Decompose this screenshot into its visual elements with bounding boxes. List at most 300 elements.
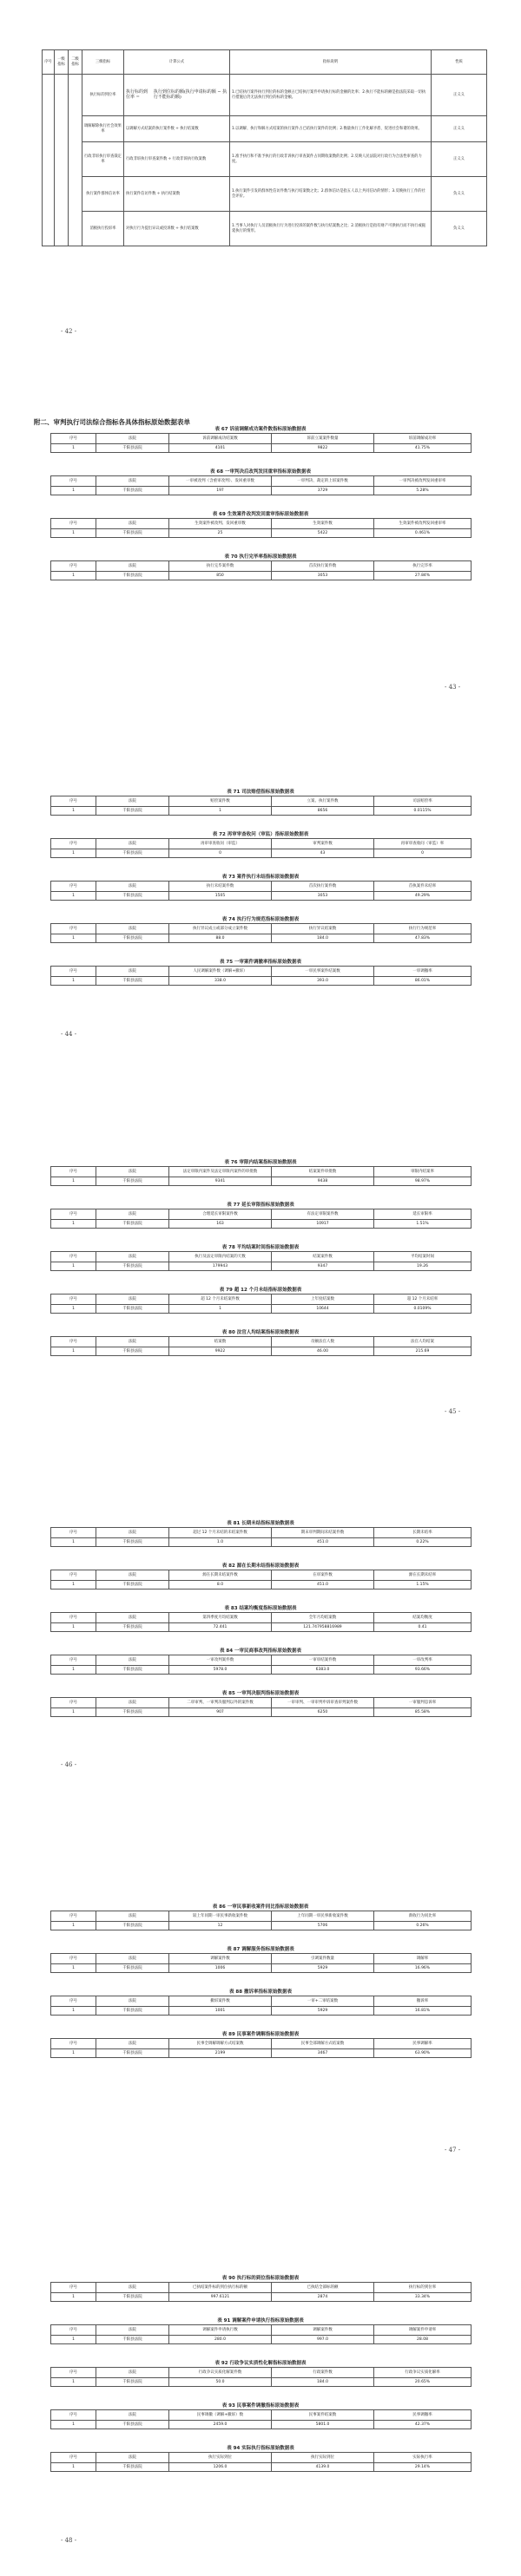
table-title: 表 75 一审案件调撤率指标原始数据表 [220, 960, 301, 965]
column-header: 序号 [51, 924, 96, 934]
data-table [50, 1953, 472, 1973]
table-row [51, 1305, 472, 1314]
column-header: 执行及法定审限内结案的天数 [169, 1252, 272, 1262]
column-header: 法院 [96, 2453, 169, 2463]
table-cell: 1 [51, 1538, 96, 1547]
table-cell: 1.51% [374, 1220, 472, 1229]
table-row [51, 849, 472, 858]
column-header: 调解率 [374, 1954, 472, 1964]
table-title: 表 87 调解服务指标原始数据表 [227, 1947, 294, 1952]
column-header: 实际执行率 [374, 2453, 472, 2463]
table-cell: 98.97% [374, 1177, 472, 1186]
column-header: 立案、执行案件数 [272, 796, 374, 807]
column-header: 诉前调解成功结案数 [169, 434, 272, 444]
table-cell: 千阳县法院 [96, 2421, 169, 2429]
table-title: 表 84 一审民商事改判指标原始数据表 [220, 1649, 301, 1654]
table-header-row [51, 2039, 472, 2049]
column-header: 法院 [96, 1698, 169, 1708]
table-cell: 1 [51, 1922, 96, 1930]
column-header: 行政争议实质化解案件数 [169, 2368, 272, 2378]
data-table [50, 1527, 472, 1547]
column-header: 民事全调解调解方式结案数 [169, 2039, 272, 2049]
table-cell: 47.83% [374, 934, 472, 943]
column-header: 超 12 个月未结率 [374, 1295, 472, 1305]
table-title: 表 81 长期未结指标原始数据表 [227, 1521, 294, 1526]
table-cell: 1 [51, 2007, 96, 2016]
column-header: 撤诉案件数 [169, 1996, 272, 2007]
description-cell: 1.已结执行案件执行到位的标的金额占已结执行案件申请执行标的金额的比率；2.执行不能标的额是指法院采取一切执行措施后仍无法执行到位的标的金额。 [230, 75, 432, 116]
column-header: 法院 [96, 1996, 169, 2007]
data-table [50, 518, 472, 538]
table-header-row [51, 1295, 472, 1305]
page-number: - 47 - [445, 2147, 461, 2153]
table-cell: 1 [51, 2378, 96, 2387]
table-row [51, 1581, 472, 1590]
table-cell: 179943 [169, 1262, 272, 1271]
table-header-row [51, 2368, 472, 2378]
table-header-row [51, 839, 472, 849]
table-cell: 5801.0 [272, 2421, 374, 2429]
table-title: 表 93 民事案件调撤指标原始数据表 [221, 2403, 300, 2409]
table-cell: 27.84% [374, 572, 472, 580]
column-header: 调解案件数 [272, 2325, 374, 2336]
column-header: 调解案件数 [169, 1954, 272, 1964]
column-header: 法院 [96, 1954, 169, 1964]
table-cell: 1 [51, 1708, 96, 1717]
column-header: 有法定审限案件数 [272, 1209, 374, 1220]
data-table [50, 433, 472, 453]
table-cell: 千阳县法院 [96, 2007, 169, 2016]
column-header: 执行标的到位率 [374, 2283, 472, 2293]
formula-cell: 执行案件信访件数 ÷ 执行结案数 [124, 177, 230, 212]
column-header: 序号 [51, 1655, 96, 1666]
column-header: 法院 [96, 1570, 169, 1581]
table-cell: 5978.0 [169, 1666, 272, 1675]
column-header: 序号 [51, 2368, 96, 2378]
column-header: 超过 12 个月未结的未结案件数 [169, 1528, 272, 1538]
table-cell: 184.0 [272, 934, 374, 943]
table-cell: 8656 [272, 807, 374, 816]
table-cell: 3467 [272, 2049, 374, 2058]
level1-cell [55, 75, 69, 246]
column-header: 赔偿案件数 [169, 796, 272, 807]
table-header-row [51, 2283, 472, 2293]
column-header: 序号 [51, 882, 96, 892]
table-cell: 0 [169, 849, 272, 858]
column-header: 行政案件数 [272, 2368, 374, 2378]
column-header: 序号 [51, 2325, 96, 2336]
table-header-row [51, 1167, 472, 1177]
table-header-row [51, 2453, 472, 2463]
table-cell: 1 [51, 1262, 96, 1271]
page-number: - 44 - [61, 1031, 77, 1038]
table-cell: 0.461% [374, 529, 472, 538]
indicator-name: 消极执行投诉率 [82, 212, 124, 246]
header-cell: 性质 [432, 50, 487, 75]
table-cell: 千阳县法院 [96, 807, 169, 816]
table-cell: 1 [51, 1347, 96, 1356]
column-header: 司法赔偿率 [374, 796, 472, 807]
table-cell: 1 [51, 807, 96, 816]
column-header: 执行实际到位 [169, 2453, 272, 2463]
table-cell: 1 [51, 1666, 96, 1675]
column-header: 审限内结案率 [374, 1167, 472, 1177]
description-cell: 1.执行案件引发的群体性信访件数与执行结案数之比；2.群体信访是指五人以上共同信访的情形；3.反映执行工作的社会评价。 [230, 177, 432, 212]
data-table [50, 1697, 472, 1717]
column-header: 法院 [96, 1295, 169, 1305]
column-header: 一审被改判（含重审改判）、发回重审数 [169, 476, 272, 487]
data-table [50, 2038, 472, 2058]
table-cell: 12 [169, 1922, 272, 1930]
table-cell: 1 [51, 2336, 96, 2344]
table-header-row [51, 476, 472, 487]
column-header: 序号 [51, 2283, 96, 2293]
column-header: 法院 [96, 2410, 169, 2421]
column-header: 法院 [96, 2283, 169, 2293]
column-header: 法院 [96, 796, 169, 807]
table-cell: 1 [51, 1220, 96, 1229]
table-row [51, 1347, 472, 1356]
column-header: 法院 [96, 519, 169, 529]
table-title: 表 73 案件执行未结指标原始数据表 [221, 875, 300, 880]
table-title: 表 74 执行行为规范指标原始数据表 [221, 917, 300, 922]
table-row [51, 1964, 472, 1973]
table-row [51, 1538, 472, 1547]
nature-cell: 正义义 [432, 142, 487, 177]
table-cell: 393.0 [272, 977, 374, 986]
table-header-row [51, 924, 472, 934]
column-header: 诉前立案案件数量 [272, 434, 374, 444]
table-cell: 1 [51, 1964, 96, 1973]
table-title: 表 82 源在长期未结指标原始数据表 [221, 1563, 300, 1569]
table-cell: 千阳县法院 [96, 1581, 169, 1590]
formula-cell: 对执行行为提出异议或投诉数 ÷ 执行结案数 [124, 212, 230, 246]
table-title: 表 85 一审判决服判指标原始数据表 [221, 1691, 300, 1696]
description-cell: 1.以调解、执行和解方式结案的执行案件占已结执行案件的比例；2.衡量执行工作化解矛盾、促进社会和谐的效果。 [230, 116, 432, 142]
table-cell: 千阳县法院 [96, 977, 169, 986]
column-header: 首次执行案件数 [272, 561, 374, 572]
table-cell: 1 [169, 1305, 272, 1314]
column-header: 法院 [96, 1209, 169, 1220]
column-header: 法院 [96, 2325, 169, 2336]
table-cell: 千阳县法院 [96, 1623, 169, 1632]
table-cell: 千阳县法院 [96, 2293, 169, 2302]
table-title: 表 89 民事案件调解指标原始数据表 [221, 2032, 300, 2037]
description-cell: 1.当事人对执行人员消极执行行为进行投诉的案件数与执行结案数之比；2.消极执行是指有财产可供执行而不执行或拖延执行的情形。 [230, 212, 432, 246]
column-header: 生效案件被改判发回重审率 [374, 519, 472, 529]
table-cell: 3729 [272, 487, 374, 495]
data-table [50, 1996, 472, 2016]
data-table [50, 838, 472, 858]
column-header: 民事全部调解方式结案数 [272, 2039, 374, 2049]
table-cell: 1 [51, 1177, 96, 1186]
table-header-row [51, 796, 472, 807]
column-header: 合理延长审限案件数 [169, 1209, 272, 1220]
table-row [51, 2293, 472, 2302]
data-table [50, 2409, 472, 2429]
page-number: - 46 - [61, 1761, 77, 1768]
table-cell: 3053 [272, 572, 374, 580]
table-cell: 4139.0 [272, 2463, 374, 2472]
table-cell: 6383.0 [272, 1666, 374, 1675]
table-title: 表 72 再审审查收问（审监）指标原始数据表 [212, 832, 309, 837]
description-cell: 1.准予执行和不准予执行的行政非诉执行审查案件占同期收案数的比例；2.反映人民法院对行政行为合法性审查的力度。 [230, 142, 432, 177]
column-header: 序号 [51, 1337, 96, 1347]
column-header: 法院 [96, 1337, 169, 1347]
table-cell: 千阳县法院 [96, 2463, 169, 2472]
column-header: 序号 [51, 1698, 96, 1708]
table-cell: 1206.0 [169, 2463, 272, 2472]
table-cell: 0.0115% [374, 807, 472, 816]
column-header: 再审审查收问（审监）率 [374, 839, 472, 849]
column-header: 引调案件数量 [272, 1954, 374, 1964]
column-header: 已执结案件标的到位执行标的额 [169, 2283, 272, 2293]
table-cell: 千阳县法院 [96, 572, 169, 580]
column-header: 执行行为规范率 [374, 924, 472, 934]
column-header: 首次执行案件数 [272, 882, 374, 892]
table-cell: 4101 [169, 444, 272, 453]
data-table [50, 1166, 472, 1186]
data-table [50, 881, 472, 901]
table-cell: 2874 [272, 2293, 374, 2302]
column-header: 执行未结案件数 [169, 882, 272, 892]
table-cell: 千阳县法院 [96, 1220, 169, 1229]
table-title: 表 92 行政争议实质性化解指标原始数据表 [214, 2361, 307, 2366]
column-header: 法院 [96, 1613, 169, 1623]
table-cell: 997.0 [272, 2336, 374, 2344]
data-table [50, 2324, 472, 2344]
table-header-row [51, 1570, 472, 1581]
column-header: 民事调解率 [374, 2039, 472, 2049]
column-header: 民事案件结案数 [272, 2410, 374, 2421]
nature-cell: 负义义 [432, 212, 487, 246]
column-header: 序号 [51, 1528, 96, 1538]
index-cell [43, 75, 55, 246]
table-cell: 9438 [272, 1177, 374, 1186]
table-cell: 千阳县法院 [96, 849, 169, 858]
column-header: 法官人均结案 [374, 1337, 472, 1347]
table-row [51, 1220, 472, 1229]
nature-cell: 正义义 [432, 75, 487, 116]
column-header: 序号 [51, 1167, 96, 1177]
column-header: 人民调解案件数（调解+撤诉） [169, 967, 272, 977]
table-cell: 1 [51, 1581, 96, 1590]
table-cell: 千阳县法院 [96, 1347, 169, 1356]
table-row [51, 1922, 472, 1930]
table-row [51, 529, 472, 538]
column-header: 超 12 个月未结案件数 [169, 1295, 272, 1305]
column-header: 生效案件被改判、发回重审数 [169, 519, 272, 529]
indicator-name: 执行案件群体信访率 [82, 177, 124, 212]
column-header: 在审案件数 [272, 1570, 374, 1581]
table-cell: 0.0109% [374, 1305, 472, 1314]
table-cell: 1 [169, 807, 272, 816]
table-header-row [51, 519, 472, 529]
table-cell: 5929 [272, 1964, 374, 1973]
column-header: 调解案件申请率 [374, 2325, 472, 2336]
column-header: 法院 [96, 882, 169, 892]
column-header: 首执案件未结率 [374, 882, 472, 892]
table-cell: 197 [169, 487, 272, 495]
data-table [50, 1911, 472, 1930]
table-cell: 10644 [272, 1305, 374, 1314]
data-table [50, 796, 472, 816]
column-header: 撤诉率 [374, 1996, 472, 2007]
data-table [50, 2367, 472, 2387]
data-table [50, 1570, 472, 1590]
table-cell: 1 [51, 529, 96, 538]
table-title: 表 69 生效案件改判发回重审指标原始数据表 [212, 512, 309, 517]
column-header: 二审审判、一审判决服判以外的案件数 [169, 1698, 272, 1708]
table-row [51, 2007, 472, 2016]
table-cell: 451.0 [272, 1538, 374, 1547]
table-title: 表 67 诉前调解成功案件数指标原始数据表 [214, 427, 307, 432]
column-header: 一审服判息诉率 [374, 1698, 472, 1708]
table-row [51, 444, 472, 453]
table-cell: 1 [51, 2293, 96, 2302]
column-header: 序号 [51, 2453, 96, 2463]
page-number: - 43 - [445, 684, 461, 691]
table-cell: 25 [169, 529, 272, 538]
table-cell: 5422 [272, 529, 374, 538]
page-number: - 42 - [61, 328, 77, 335]
table-cell: 1 [51, 2421, 96, 2429]
table-cell: 907 [169, 1708, 272, 1717]
data-table [50, 2282, 472, 2302]
column-header: 法院 [96, 924, 169, 934]
table-header-row [51, 561, 472, 572]
formula-cell: 以调解方式结案的执行案件数 ÷ 执行结案数 [124, 116, 230, 142]
table-cell: 49.29% [374, 892, 472, 901]
table-header-row [51, 2325, 472, 2336]
table-cell: 16.81% [374, 2007, 472, 2016]
table-cell: 0.41 [374, 1623, 472, 1632]
column-header: 结案均衡度 [374, 1613, 472, 1623]
data-table [50, 966, 472, 986]
table-row [51, 2049, 472, 2058]
column-header: 一审审判、一审审判申诉审查审判案件数 [272, 1698, 374, 1708]
table-cell: 0.22% [374, 1538, 472, 1547]
table-header-row [51, 2410, 472, 2421]
column-header: 执行完毕案件数 [169, 561, 272, 572]
table-cell: 1 [51, 572, 96, 580]
table-row [51, 1623, 472, 1632]
table-cell: 千阳县法院 [96, 1922, 169, 1930]
data-table [50, 1612, 472, 1632]
table-cell: 1 [51, 487, 96, 495]
table-cell: 1 [51, 849, 96, 858]
table-cell: 5929 [272, 2007, 374, 2016]
table-title: 表 91 调解案件申请执行指标原始数据表 [217, 2318, 304, 2324]
table-cell: 46.00 [272, 1347, 374, 1356]
column-header: 源在长期未结率 [374, 1570, 472, 1581]
column-header: 序号 [51, 1570, 96, 1581]
column-header: 延长审限率 [374, 1209, 472, 1220]
column-header: 一审改判率 [374, 1655, 472, 1666]
table-cell: 997.6121 [169, 2293, 272, 2302]
table-cell: 29.14% [374, 2463, 472, 2472]
column-header: 已执结全部标的额 [272, 2283, 374, 2293]
column-header: 结案案件审批数 [272, 1167, 374, 1177]
table-row [51, 1262, 472, 1271]
table-cell: 千阳县法院 [96, 1538, 169, 1547]
data-table [50, 923, 472, 943]
table-cell: 1 [51, 1623, 96, 1632]
header-cell: 二级指标 [69, 50, 82, 75]
column-header: 一审判决、裁定的上诉案件数 [272, 476, 374, 487]
data-table [50, 1655, 472, 1675]
table-cell: 千阳县法院 [96, 2049, 169, 2058]
table-cell: 451.0 [272, 1581, 374, 1590]
indicator-name: 执行标的到位率 [82, 75, 124, 116]
column-header: 新收行为同比率 [374, 1911, 472, 1922]
table-title: 表 76 审限内结案指标原始数据表 [224, 1160, 297, 1165]
column-header: 法定审限内案件及法定审限内案件的审批数 [169, 1167, 272, 1177]
formula-cell: 行政非诉执行审查案件数 ÷ 行政非诉执行收案数 [124, 142, 230, 177]
column-header: 民事调撤率 [374, 2410, 472, 2421]
column-header: 序号 [51, 1613, 96, 1623]
column-header: 一审民事案件结案数 [272, 967, 374, 977]
table-cell: 72.441 [169, 1623, 272, 1632]
table-cell: 0.26% [374, 1922, 472, 1930]
table-cell: 千阳县法院 [96, 1262, 169, 1271]
table-cell: 1006 [169, 1964, 272, 1973]
column-header: 上年度结案数 [272, 1295, 374, 1305]
table-header-row [51, 434, 472, 444]
table-row [51, 2463, 472, 2472]
table-cell: 33.34% [374, 2293, 472, 2302]
column-header: 序号 [51, 967, 96, 977]
nature-cell: 负义义 [432, 177, 487, 212]
column-header: 结案数 [169, 1337, 272, 1347]
table-cell: 121.747958816989 [272, 1623, 374, 1632]
column-header: 较上年同期一审民事新收案件数 [169, 1911, 272, 1922]
table-cell: 86.01% [374, 977, 472, 986]
table-cell: 千阳县法院 [96, 1305, 169, 1314]
table-header-row [51, 1911, 472, 1922]
indicator-definition-table [42, 49, 487, 246]
table-cell: 10917 [272, 1220, 374, 1229]
column-header: 平均结案时间 [374, 1252, 472, 1262]
column-header: 长期未结率 [374, 1528, 472, 1538]
table-row [51, 1666, 472, 1675]
column-header: 序号 [51, 434, 96, 444]
table-cell: 2459.0 [169, 2421, 272, 2429]
table-cell: 1 [51, 2049, 96, 2058]
formula-cell [124, 75, 230, 116]
table-header-row [51, 1209, 472, 1220]
column-header: 序号 [51, 2410, 96, 2421]
table-cell: 3053 [272, 892, 374, 901]
table-cell: 1001 [169, 2007, 272, 2016]
table-cell: 千阳县法院 [96, 2336, 169, 2344]
table-cell: 163 [169, 1220, 272, 1229]
table-title: 表 94 实际执行指标原始数据表 [227, 2446, 294, 2451]
header-cell: 指标说明 [230, 50, 432, 75]
column-header: 法院 [96, 2039, 169, 2049]
column-header: 员额法官人数 [272, 1337, 374, 1347]
page-number: - 45 - [445, 1408, 461, 1415]
data-table [50, 1209, 472, 1229]
data-table [50, 1294, 472, 1314]
column-header: 一审判决被改判发回重审率 [374, 476, 472, 487]
table-header-row [51, 1613, 472, 1623]
table-cell: 千阳县法院 [96, 1964, 169, 1973]
table-cell: 1 [51, 892, 96, 901]
table-title: 表 90 执行标的到位指标原始数据表 [221, 2276, 300, 2281]
table-cell: 850 [169, 572, 272, 580]
column-header: 序号 [51, 476, 96, 487]
